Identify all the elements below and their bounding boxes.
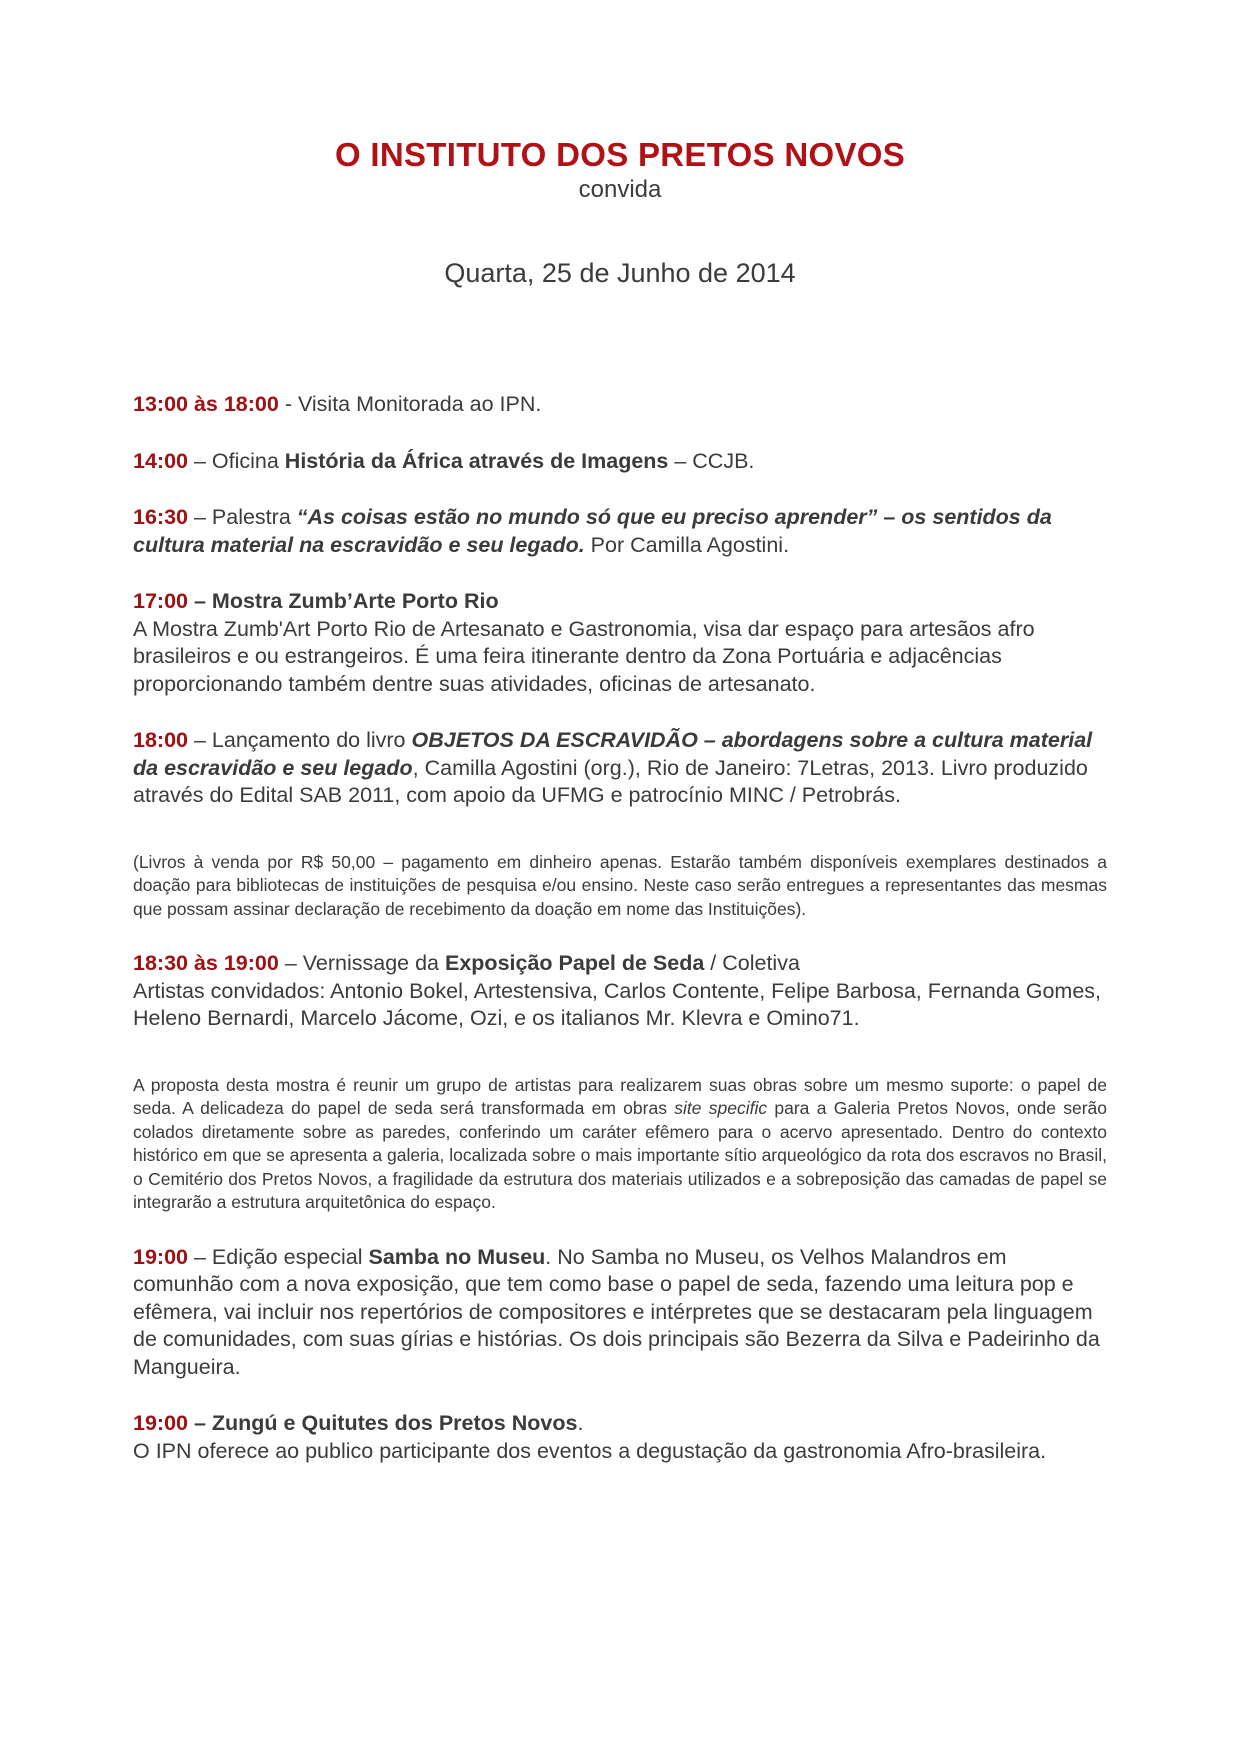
- event-time: 19:00: [133, 1244, 188, 1269]
- event-text-bold: Exposição Papel de Seda: [445, 951, 705, 976]
- note-livros: (Livros à venda por R$ 50,00 – pagamento em dinheiro apenas. Estarão também disponíveis exemplares destinados a doação para bibliotecas de instituições de pesquisa e/ou ensino. Neste caso serão entregues a representantes das mesmas que possam assinar declaração de recebimento da doação em nome das Instituições).: [133, 851, 1107, 919]
- event-date: Quarta, 25 de Junho de 2014: [444, 258, 796, 289]
- event-text: . No Samba no Museu, os Velhos Malandros em comunhão com a nova exposição, que tem como base o papel de seda, fazendo uma leitura pop e efêmera, vai incluir nos repertórios de compositores e intérpretes que se destacaram pela linguagem de comunidades, com suas gírias e histórias. Os dois principais são Bezerra da Silva e Padeirinho da Mangueira.: [133, 1244, 1100, 1379]
- event-time: 18:00: [133, 728, 188, 753]
- event-text-bold-italic: OBJETOS DA ESCRAVIDÃO – abordagens sobre a cultura material da escravidão e seu legado: [133, 728, 1093, 780]
- note-text: para a Galeria Pretos Novos, onde serão colados diretamente sobre as paredes, conferindo um caráter efêmero para o acervo apresentado. Dentro do contexto histórico em que se apresenta a galeria, localizada sobre o mais importante sítio arqueológico da rota dos escravos no Brasil, o Cemitério dos Pretos Novos, a fragilidade da estrutura dos materiais utilizados e a sobreposição das camadas de papel se integrarão a estrutura arquitetônica do espaço.: [133, 1098, 1107, 1213]
- event-text: / Coletiva: [704, 951, 800, 976]
- event-time: 17:00: [133, 589, 188, 614]
- event-text: – Oficina: [188, 448, 285, 473]
- event-text-bold-italic: “As coisas estão no mundo só que eu preciso aprender” – os sentidos da cultura material na escravidão e seu legado.: [133, 505, 1052, 557]
- event-text: – Lançamento do livro: [188, 728, 412, 753]
- note-proposta: [133, 1074, 1107, 1215]
- note-text: A proposta desta mostra é reunir um grupo de artistas para realizarem suas obras sobre um mesmo suporte: o papel de seda. A delicadeza do papel de seda será transformada em obras: [133, 1074, 1107, 1119]
- event-item-vernissage: [133, 950, 1107, 1033]
- event-text-bold: Samba no Museu: [368, 1244, 546, 1269]
- event-text: – Vernissage da: [278, 951, 445, 976]
- event-text: Artistas convidados: Antonio Bokel, Artestensiva, Carlos Contente, Felipe Barbosa, Fernanda Gomes, Heleno Bernardi, Marcelo Jácome, Ozi, e os italianos Mr. Klevra e Omino71.: [133, 978, 1102, 1031]
- event-text: – Palestra: [188, 505, 297, 530]
- event-text: O IPN oferece ao publico participante dos eventos a degustação da gastronomia Afro-brasileira.: [133, 1438, 1047, 1463]
- event-time: 13:00 às 18:00: [133, 392, 279, 417]
- event-item-mostra: [133, 588, 1107, 698]
- document-subtitle: convida: [578, 176, 662, 204]
- event-text-bold: – Zungú e Quitutes dos Pretos Novos: [188, 1411, 578, 1436]
- event-text-bold: – Mostra Zumb’Arte Porto Rio: [188, 589, 499, 614]
- event-text: - Visita Monitorada ao IPN.: [278, 392, 542, 417]
- event-item-visita: [133, 391, 1107, 419]
- event-text: , Camilla Agostini (org.), Rio de Janeiro: 7Letras, 2013. Livro produzido através do Edital SAB 2011, com apoio da UFMG e patrocínio MINC / Petrobrás.: [133, 755, 1088, 808]
- event-text-bold: História da África através de Imagens: [284, 448, 669, 473]
- event-item-lancamento: [133, 727, 1107, 810]
- event-item-samba: [133, 1244, 1107, 1382]
- event-list: [133, 391, 1107, 1465]
- event-text: Por Camilla Agostini.: [584, 532, 790, 557]
- event-item-palestra: [133, 504, 1107, 559]
- event-text: – Edição especial: [188, 1244, 369, 1269]
- event-time: 19:00: [133, 1411, 188, 1436]
- note-text-italic: site specific: [674, 1098, 768, 1119]
- event-text: .: [577, 1411, 584, 1436]
- document-title: O INSTITUTO DOS PRETOS NOVOS: [334, 136, 906, 173]
- event-item-zungu: [133, 1410, 1107, 1465]
- event-time: 14:00: [133, 448, 188, 473]
- event-text: A Mostra Zumb'Art Porto Rio de Artesanato e Gastronomia, visa dar espaço para artesãos afro brasileiros e ou estrangeiros. É uma feira itinerante dentro da Zona Portuária e adjacências proporcionando também dentre suas atividades, oficinas de artesanato.: [133, 616, 1035, 696]
- event-time: 18:30 às 19:00: [133, 951, 279, 976]
- event-item-oficina: [133, 448, 1107, 476]
- event-text: – CCJB.: [668, 448, 755, 473]
- event-time: 16:30: [133, 505, 188, 530]
